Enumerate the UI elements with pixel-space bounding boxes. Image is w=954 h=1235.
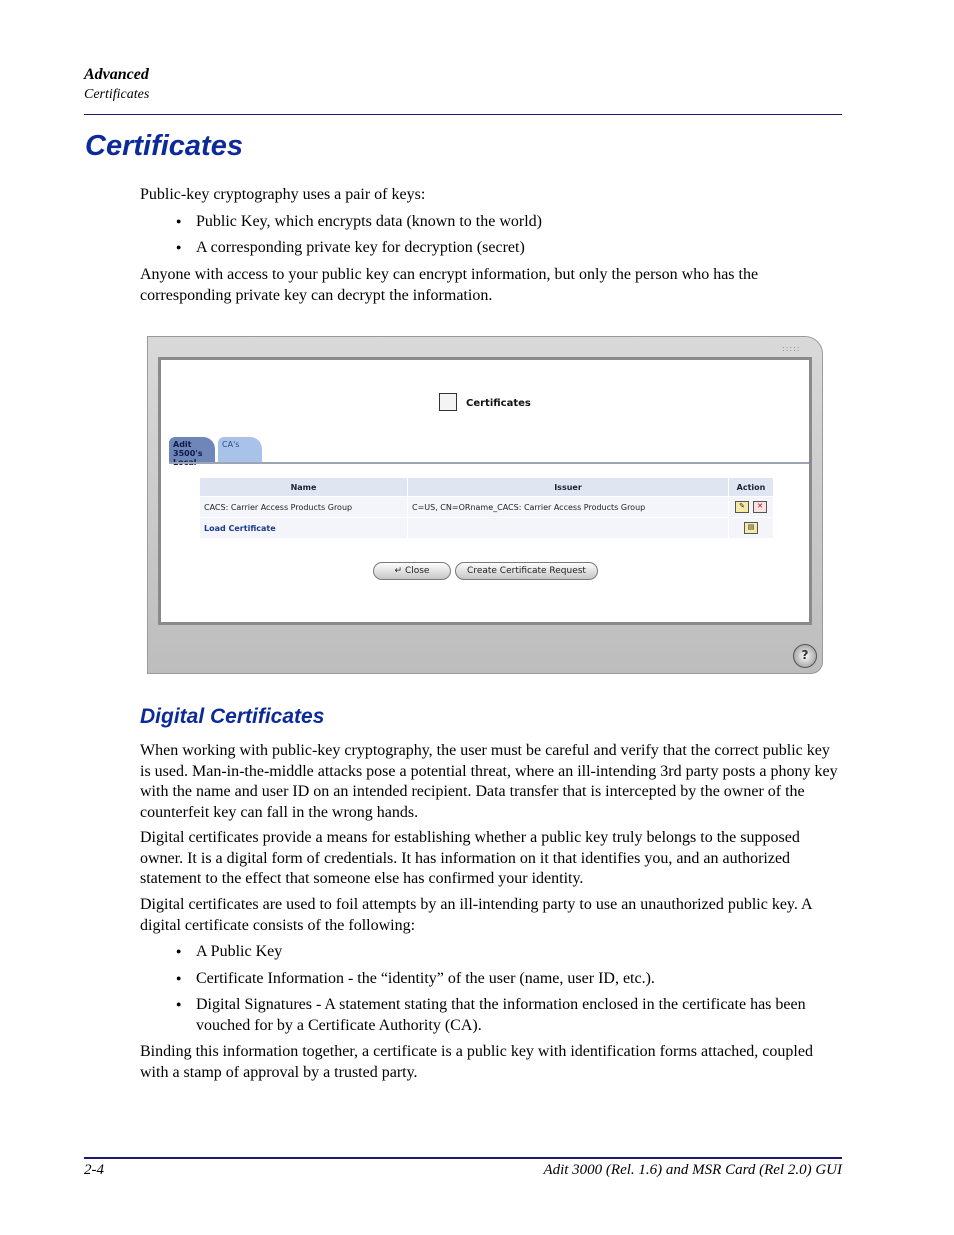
cert-bullet: Digital Signatures - A statement stating that the information enclosed in the certificate has been vouched for by a Certificate Authority (CA). [196,996,806,1034]
grip-icon: ::::: [782,344,801,353]
paragraph: When working with public-key cryptography, the user must be careful and verify that the correct public key is used. Man-in-the-middle attacks pose a potential threat, where an ill-intending 3rd party posts a phony key with the name and user ID on an intended recipient. Data transfer that is intercepted by the owner of the counterfeit key can fall in the wrong hands. [140,742,838,821]
page-title: Certificates [85,130,243,162]
table-row [200,497,774,518]
bullet-icon: ● [176,946,182,956]
section-title: Digital Certificates [140,705,325,728]
cert-bullet: Certificate Information - the “identity” of the user (name, user ID, etc.). [196,970,655,987]
return-icon: ↵ [394,566,405,576]
paragraph: Digital certificates provide a means for establishing whether a public key truly belongs to the supposed owner. It is a digital form of credentials. It has information on it that identifies you, and an authorized statement to the effect that someone else has confirmed your identity. [140,829,800,887]
bullet-icon: ● [176,216,182,226]
tab-cas[interactable]: CA's [218,437,262,464]
col-action: Action [729,478,774,497]
header-subsection: Certificates [84,87,150,102]
load-certificate-icon[interactable]: ▤ [744,522,758,534]
load-certificate-link[interactable]: Load Certificate [200,518,408,539]
certificates-table [199,477,774,539]
help-icon[interactable]: ? [793,644,817,668]
panel-title: Certificates [466,398,531,409]
intro-bullet: Public Key, which encrypts data (known to the world) [196,213,542,230]
close-button[interactable]: ↵ Close [373,562,451,580]
cert-issuer: C=US, CN=ORname_CACS: Carrier Access Products Group [408,497,729,518]
tab-local[interactable]: Adit 3500's [169,437,215,464]
paragraph: Binding this information together, a certificate is a public key with identification forms attached, coupled with a stamp of approval by a trusted party. [140,1043,813,1081]
cert-issuer [408,518,729,539]
cert-bullet: A Public Key [196,943,283,960]
content-panel [158,357,812,625]
col-name: Name [200,478,408,497]
edit-certificate-icon[interactable]: ✎ [735,501,749,513]
bullet-icon: ● [176,973,182,983]
paragraph: Digital certificates are used to foil attempts by an ill-intending party to use an unauthorized public key. A digital certificate consists of the following: [140,896,812,934]
paragraph: Anyone with access to your public key can encrypt information, but only the person who has the corresponding private key can decrypt the information. [140,266,759,304]
header-rule [84,114,842,115]
delete-certificate-icon[interactable]: ✕ [753,501,767,513]
page-number: 2-4 [84,1162,104,1178]
cert-name: CACS: Carrier Access Products Group [200,497,408,518]
intro-text: Public-key cryptography uses a pair of keys: [140,186,426,203]
screenshot-window [147,336,823,674]
certificate-icon [439,393,457,411]
col-issuer: Issuer [408,478,729,497]
document-title: Adit 3000 (Rel. 1.6) and MSR Card (Rel 2.0) GUI [543,1162,842,1178]
create-certificate-request-button[interactable]: Create Certificate Request [455,562,598,580]
table-row [200,518,774,539]
header-section: Advanced [84,66,149,83]
bullet-icon: ● [176,999,182,1009]
tab-divider [169,462,809,464]
footer-rule [84,1157,842,1159]
intro-bullet: A corresponding private key for decryption (secret) [196,239,525,256]
bullet-icon: ● [176,242,182,252]
